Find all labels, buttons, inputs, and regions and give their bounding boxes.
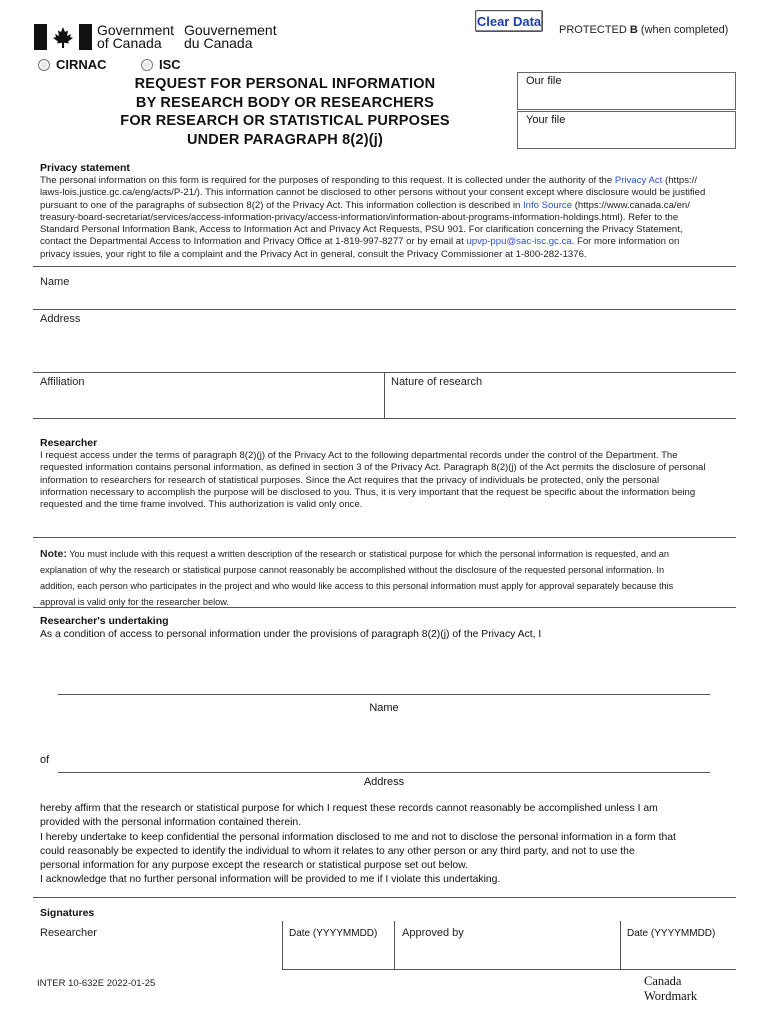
- canada-flag-icon: [34, 24, 92, 50]
- note-line: [40, 546, 740, 562]
- privacy-line: [40, 236, 732, 248]
- divider: [33, 418, 736, 419]
- privacy-line-text: Standard Personal Information Bank, Access to Information Act and Privacy Act Requests, PSU 901. For clarification concerning the Privacy Statement,: [40, 224, 683, 236]
- title-line-2: BY RESEARCH BODY OR RESEARCHERS: [135, 94, 435, 111]
- your-file-field[interactable]: [517, 111, 736, 149]
- protected-label: [559, 24, 728, 36]
- researcher-line: I request access under the terms of paragraph 8(2)(j) of the Privacy Act to the following departmental records under the control of the Department. The: [40, 450, 678, 461]
- name-field[interactable]: [33, 267, 736, 309]
- privacy-line-text: The personal information on this form is required for the purposes of responding to this request. It is collected under the authority of the: [40, 175, 615, 186]
- gov-en-line1: Government: [97, 22, 175, 38]
- our-file-label: Our file: [526, 75, 562, 87]
- researcher-text: [40, 450, 740, 511]
- radio-isc-label: ISC: [159, 57, 181, 72]
- name-underline: [58, 694, 710, 695]
- nature-of-research-label: Nature of research: [391, 376, 483, 388]
- your-file-label: Your file: [526, 114, 566, 126]
- gov-fr-line2: du Canada: [184, 35, 253, 51]
- protected-prefix: PROTECTED: [559, 24, 630, 36]
- wordmark-line2: Wordmark: [644, 989, 698, 1003]
- divider: [33, 607, 736, 608]
- privacy-line: [40, 175, 732, 187]
- note-label: Note:: [40, 548, 67, 560]
- note-text: [40, 546, 740, 610]
- privacy-line: [40, 212, 732, 224]
- researcher-line: information necessary to accomplish the purpose will be disclosed to you. Thus, it is very important that the request be specific about the information being: [40, 486, 696, 498]
- title-line-4: UNDER PARAGRAPH 8(2)(j): [186, 131, 384, 148]
- researcher-line: information to researchers for research of statistical purposes. Since the Act requires that the privacy of individuals be protected, only the personal: [40, 474, 660, 486]
- privacy-line: [40, 187, 732, 199]
- email-link[interactable]: upvp-ppu@sac-isc.gc.ca: [466, 236, 572, 248]
- divider: [33, 537, 736, 538]
- researcher-date-label: Date (YYYYMMDD): [289, 928, 378, 939]
- protected-level: B: [629, 24, 638, 36]
- of-label: of: [40, 754, 50, 766]
- address-label: Address: [40, 313, 81, 325]
- address-field[interactable]: [33, 310, 736, 372]
- protected-suffix: (when completed): [637, 24, 729, 36]
- researcher-line: requested and the time frame involved. This authorization is valid only once.: [40, 499, 363, 511]
- note-line-text: You must include with this request a written description of the research or statistical purpose for which the personal information is requested, and an: [66, 549, 669, 559]
- privacy-line: [40, 200, 732, 212]
- title-line-1: REQUEST FOR PERSONAL INFORMATION: [134, 76, 436, 92]
- undertaking-line: provided with the personal information contained therein.: [40, 817, 302, 829]
- privacy-heading: Privacy statement: [40, 162, 130, 174]
- affiliation-field[interactable]: [33, 373, 384, 418]
- title-line-3: FOR RESEARCH OR STATISTICAL PURPOSES: [120, 113, 450, 129]
- privacy-line: [40, 249, 732, 261]
- privacy-text: [40, 175, 732, 261]
- undertaking-line: I acknowledge that no further personal information will be provided to me if I violate this undertaking.: [40, 874, 501, 886]
- radio-cirnac[interactable]: [38, 57, 107, 72]
- address-caption: Address: [363, 776, 405, 788]
- wordmark-line1: Canada: [644, 974, 682, 988]
- researcher-signature-label: Researcher: [40, 927, 97, 939]
- info-source-link[interactable]: Info Source: [522, 199, 573, 211]
- note-line: explanation of why the research or statistical purpose cannot reasonably be accomplished without the disclosure of the requested personal information. In: [40, 565, 665, 575]
- undertaking-line: personal information for any purpose except the research or statistical purpose set out below.: [40, 860, 468, 872]
- name-caption: Name: [369, 702, 399, 714]
- radio-cirnac-circle[interactable]: [38, 59, 50, 71]
- undertaking-line: could reasonably be expected to identify the individual to whom it relates to any other person or any third party, and not to use the: [40, 845, 635, 857]
- researcher-heading: Researcher: [40, 437, 98, 449]
- radio-cirnac-label: CIRNAC: [56, 57, 107, 72]
- note-line: addition, each person who participates in the project and who would like access to this personal information must apply for approval separately because this: [40, 581, 674, 591]
- name-label: Name: [40, 276, 70, 288]
- privacy-line-text: laws-lois.justice.gc.ca/eng/acts/P-21/). This information cannot be disclosed to other persons without your consent except where disclosure would be justified: [40, 187, 706, 199]
- privacy-line-text: contact the Departmental Access to Information and Privacy Office at 1-819-997-8277 or by email at: [40, 236, 467, 248]
- undertaking-intro: As a condition of access to personal information under the provisions of paragraph 8(2)(j) of the Privacy Act, I: [40, 629, 542, 640]
- undertaking-heading: Researcher's undertaking: [40, 615, 169, 627]
- clear-data-button[interactable]: Clear Data: [475, 10, 543, 32]
- undertaking-name-field[interactable]: [58, 668, 710, 694]
- gov-fr-name: [184, 24, 277, 50]
- privacy-line-text: pursuant to one of the paragraphs of subsection 8(2) of the Privacy Act. This information collection is described in: [40, 199, 523, 211]
- form-id: INTER 10-632E 2022-01-25: [37, 978, 156, 989]
- canada-wordmark: [644, 974, 697, 1004]
- note-line: approval is valid only for the researcher below.: [40, 597, 229, 607]
- radio-isc[interactable]: [141, 57, 181, 72]
- signatures-heading: Signatures: [40, 907, 95, 919]
- divider: [282, 969, 736, 970]
- privacy-line-text: . For more information on: [571, 236, 680, 248]
- approval-date-label: Date (YYYYMMDD): [627, 928, 716, 939]
- undertaking-line: I hereby undertake to keep confidential the personal information disclosed to me and not to disclose the personal information in a form that: [40, 831, 676, 843]
- divider: [33, 897, 736, 898]
- approved-by-label: Approved by: [402, 927, 464, 939]
- researcher-line: requested information contains personal information, as defined in section 3 of the Privacy Act. Paragraph 8(2)(j) of the Act permits the disclosure of personal: [40, 462, 706, 474]
- privacy-line-text: (https://: [662, 175, 697, 186]
- affiliation-label: Affiliation: [40, 376, 85, 388]
- undertaking-address-field[interactable]: [58, 746, 710, 772]
- privacy-act-link[interactable]: Privacy Act: [614, 175, 663, 186]
- gov-en-name: [97, 24, 174, 50]
- privacy-line-text: treasury-board-secretariat/services/access-information-privacy/access-information/information-about-programs-information-holdings.html). Refer to the: [40, 211, 679, 223]
- radio-isc-circle[interactable]: [141, 59, 153, 71]
- undertaking-line: hereby affirm that the research or statistical purpose for which I request these records cannot reasonably be accomplished unless I am: [40, 803, 658, 814]
- gov-en-line2: of Canada: [97, 35, 162, 51]
- gov-fr-line1: Gouvernement: [184, 22, 277, 38]
- address-underline: [58, 772, 710, 773]
- privacy-line-text: (https://www.canada.ca/en/: [572, 199, 690, 211]
- privacy-line: [40, 224, 732, 236]
- our-file-field[interactable]: [517, 72, 736, 110]
- form-title: [80, 75, 490, 149]
- privacy-line-text: privacy issues, your right to file a complaint and the Privacy Act in general, consult the Privacy Commissioner at 1-800-282-1376.: [40, 248, 587, 260]
- undertaking-text: [40, 802, 740, 888]
